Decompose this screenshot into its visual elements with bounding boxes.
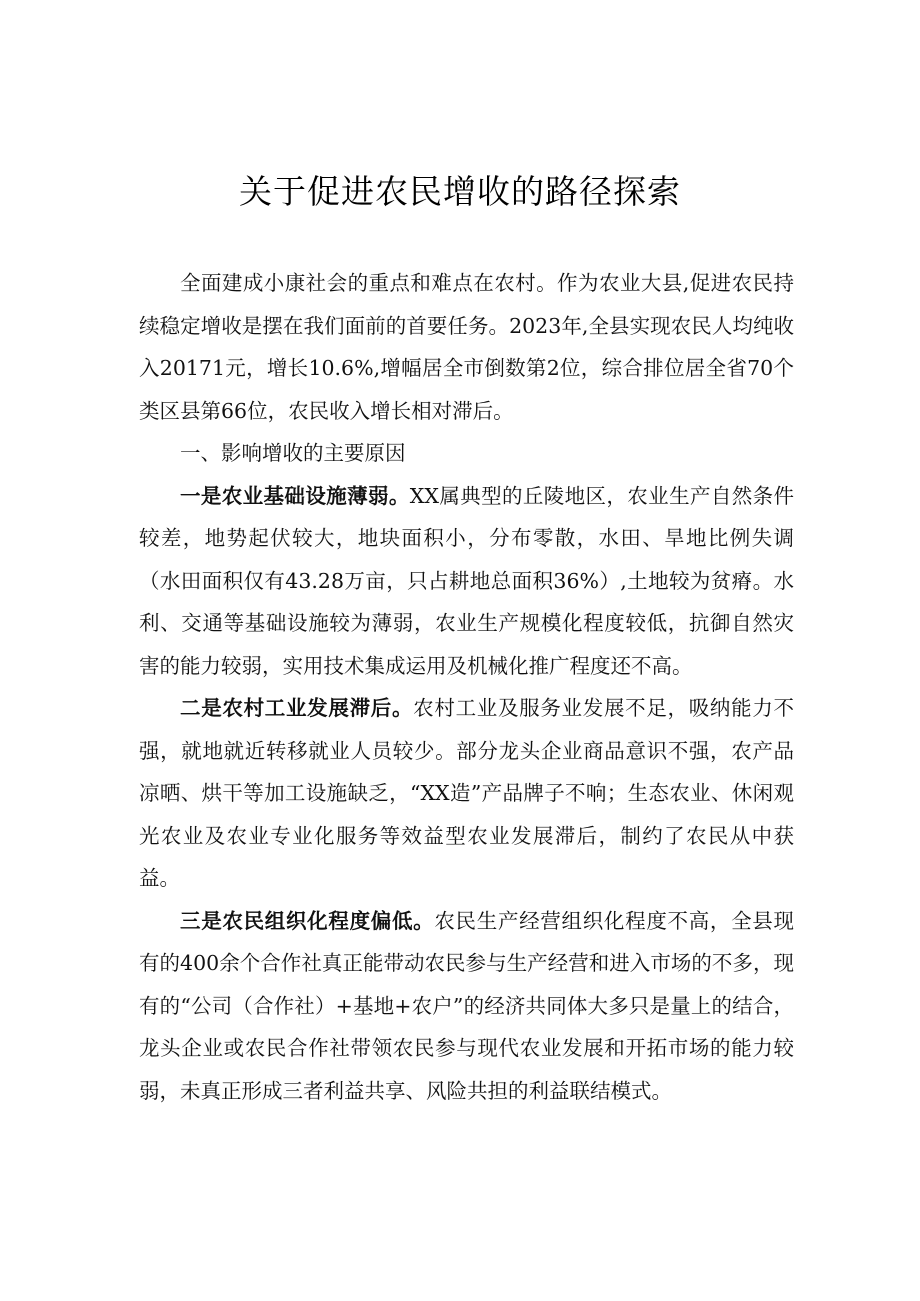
document-body [139,262,794,1112]
paragraph-text: XX属典型的丘陵地区，农业生产自然条件较差，地势起伏较大，地块面积小，分布零散，水田、旱地比例失调（水田面积仅有43.28万亩，只占耕地总面积36%）,土地较为贫瘠。水利、交通等基础设施较为薄弱，农业生产规模化程度较低，抗御自然灾害的能力较弱，实用技术集成运用及机械化推广程度还不高。 [139,483,795,678]
intro-paragraph: 全面建成小康社会的重点和难点在农村。作为农业大县,促进农民持续稳定增收是摆在我们面前的首要任务。2023年,全县实现农民人均纯收入20171元，增长10.6%,增幅居全市倒数第2位，综合排位居全省70个类区县第66位，农民收入增长相对滞后。 [139,271,794,423]
document-title: 关于促进农民增收的路径探索 [239,172,681,211]
paragraph-lead: 一是农业基础设施薄弱。 [180,483,410,508]
paragraph-lead: 三是农民组织化程度偏低。 [180,908,435,933]
paragraph-text: 农村工业及服务业发展不足，吸纳能力不强，就地就近转移就业人员较少。部分龙头企业商品意识不强，农产品凉晒、烘干等加工设施缺乏，“XX造”产品牌子不响；生态农业、休闲观光农业及农业专业化服务等效益型农业发展滞后，制约了农民从中获益。 [139,696,795,890]
paragraph-industry [139,687,794,900]
paragraph-text: 农民生产经营组织化程度不高，全县现有的400余个合作社真正能带动农民参与生产经营和进入市场的不多，现有的“公司（合作社）+基地+农户”的经济共同体大多只是量上的结合，龙头企业或农民合作社带领农民参与现代农业发展和开拓市场的能力较弱，未真正形成三者利益共享、风险共担的利益联结模式。 [139,908,795,1103]
section-heading: 一、影响增收的主要原因 [180,441,406,465]
paragraph-infrastructure [139,475,794,688]
paragraph-organization [139,900,794,1113]
paragraph-lead: 二是农村工业发展滞后。 [180,696,414,720]
